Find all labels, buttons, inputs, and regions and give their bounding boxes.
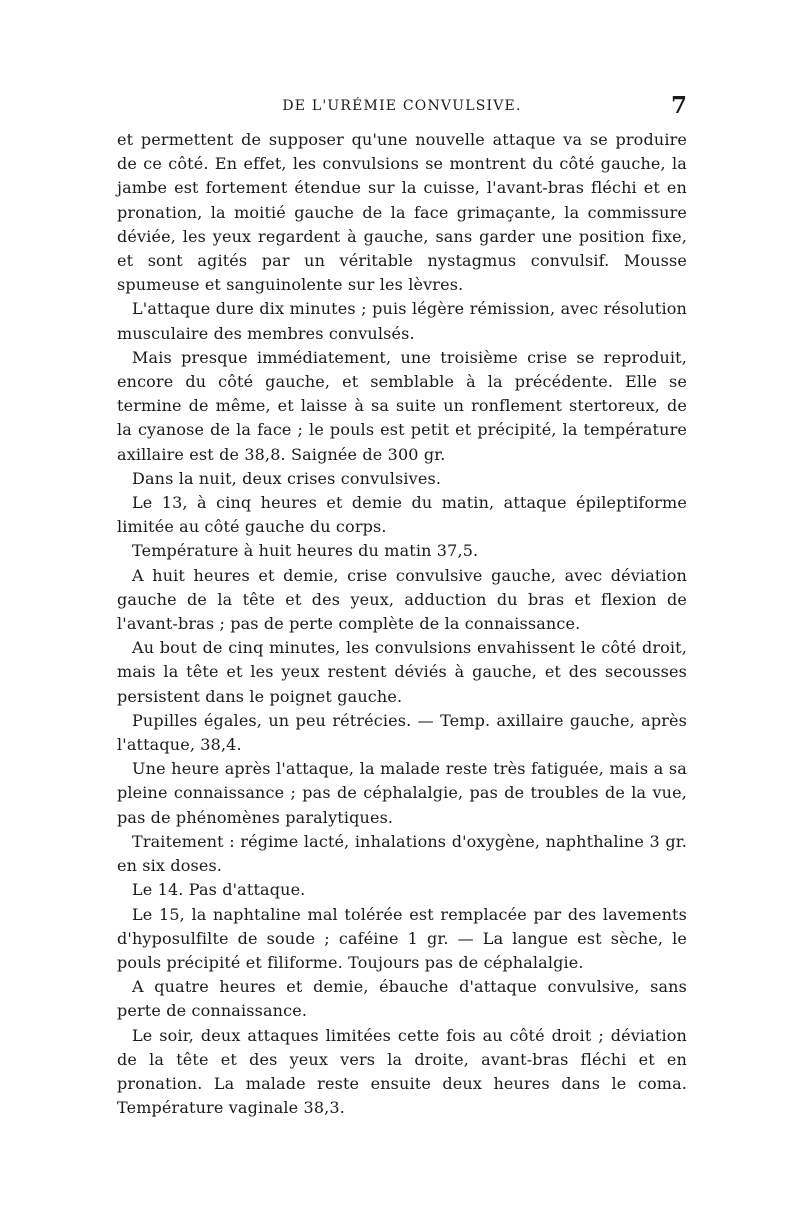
paragraph: Le 13, à cinq heures et demie du matin, attaque épileptiforme limitée au côté gauche du corps.	[117, 493, 687, 537]
paragraph: Une heure après l'attaque, la malade reste très fatiguée, mais a sa pleine connaissance ; pas de céphalalgie, pas de troubles de la vue, pas de phénomènes paralytiques.	[117, 759, 687, 827]
paragraph: et permettent de supposer qu'une nouvelle attaque va se produire de ce côté. En effet, les convulsions se montrent du côté gauche, la jambe est fortement étendue sur la cuisse, l'avant-bras fléchi et en pronation, la moitié gauche de la face grimaçante, la commissure déviée, les yeux regardent à gauche, sans garder une position fixe, et sont agités par un véritable nystagmus convulsif. Mousse spumeuse et sanguinolente sur les lèvres.	[117, 130, 687, 295]
paragraph: Pupilles égales, un peu rétrécies. — Temp. axillaire gauche, après l'attaque, 38,4.	[117, 710, 687, 755]
paragraph: Le 14. Pas d'attaque.	[132, 880, 306, 900]
paragraph: Au bout de cinq minutes, les convulsions envahissent le côté droit, mais la tête et les yeux restent déviés à gauche, et des secousses persistent dans le poignet gauche.	[117, 638, 687, 706]
paragraph: L'attaque dure dix minutes ; puis légère rémission, avec résolution musculaire des membres convulsés.	[117, 299, 687, 343]
paragraph: Traitement : régime lacté, inhalations d'oxygène, naphthaline 3 gr. en six doses.	[117, 831, 687, 876]
body-text	[117, 128, 687, 1120]
running-head	[117, 92, 687, 122]
paragraph: Mais presque immédiatement, une troisième crise se reproduit, encore du côté gauche, et semblable à la précédente. Elle se termine de même, et laisse à sa suite un ronflement stertoreux, de la cyanose de la face ; le pouls est petit et précipité, la température axillaire est de 38,8. Saignée de 300 gr.	[117, 347, 687, 464]
paragraph: A quatre heures et demie, ébauche d'attaque convulsive, sans perte de connaissance.	[117, 977, 687, 1021]
paragraph: Le 15, la naphtaline mal tolérée est remplacée par des lavements d'hyposulfilte de soude ; caféine 1 gr. — La langue est sèche, le pouls précipité et filiforme. Toujours pas de céphalalgie.	[117, 904, 687, 972]
paragraph: Le soir, deux attaques limitées cette fois au côté droit ; déviation de la tête et des yeux vers la droite, avant-bras fléchi et en pronation. La malade reste ensuite deux heures dans le coma. Température vaginale 38,3.	[117, 1025, 687, 1118]
page-number: 7	[670, 92, 687, 119]
paragraph: A huit heures et demie, crise convulsive gauche, avec déviation gauche de la tête et des yeux, adduction du bras et flexion de l'avant-bras ; pas de perte complète de la connaissance.	[117, 565, 687, 634]
running-title: DE L'URÉMIE CONVULSIVE.	[282, 98, 522, 114]
paragraph: Température à huit heures du matin 37,5.	[132, 541, 479, 561]
paragraph: Dans la nuit, deux crises convulsives.	[132, 468, 442, 488]
